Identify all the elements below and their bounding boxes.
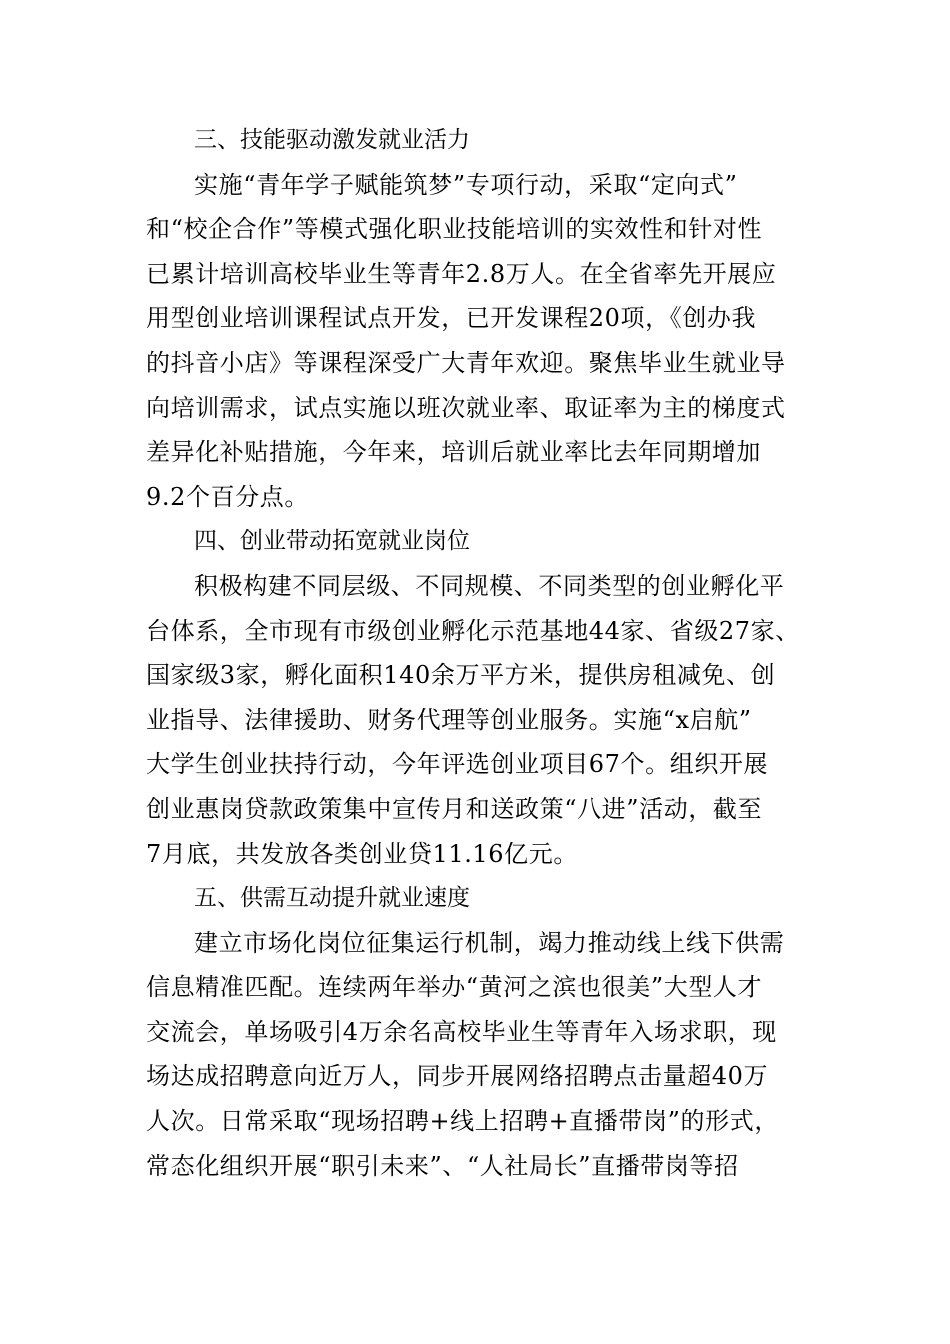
section-heading-supply-demand: 五、供需互动提升就业速度 [194, 885, 470, 912]
paragraph-line: 常态化组织开展“职引未来”、“人社局长”直播带岗等招 [146, 1151, 739, 1180]
paragraph-line: 创业惠岗贷款政策集中宣传月和送政策“八进”活动，截至 [146, 794, 763, 823]
paragraph-line: 用型创业培训课程试点开发，已开发课程20项，《创办我 [146, 304, 757, 333]
paragraph-line: 人次。日常采取“现场招聘+线上招聘+直播带岗”的形式， [146, 1107, 779, 1136]
paragraph-line: 交流会，单场吸引4万余名高校毕业生等青年入场求职，现 [146, 1017, 777, 1046]
paragraph-line: 台体系，全市现有市级创业孵化示范基地44家、省级27家、 [146, 616, 800, 645]
paragraph-line: 已累计培训高校毕业生等青年2.8万人。在全省率先开展应 [146, 259, 777, 288]
paragraph-line: 国家级3家，孵化面积140余万平方米，提供房租减免、创 [146, 661, 776, 690]
paragraph-line: 实施“青年学子赋能筑梦”专项行动，采取“定向式” [194, 170, 738, 199]
paragraph-line: 差异化补贴措施，今年来，培训后就业率比去年同期增加 [146, 438, 761, 467]
paragraph-line: 建立市场化岗位征集运行机制，竭力推动线上线下供需 [194, 928, 785, 957]
paragraph-line: 9.2个百分点。 [146, 482, 309, 511]
paragraph-line: 的抖音小店》等课程深受广大青年欢迎。聚焦毕业生就业导 [146, 348, 786, 377]
paragraph-line: 7月底，共发放各类创业贷11.16亿元。 [146, 839, 578, 868]
paragraph-line: 向培训需求，试点实施以班次就业率、取证率为主的梯度式 [146, 393, 786, 422]
document-body [146, 118, 816, 1188]
paragraph-line: 场达成招聘意向近万人，同步开展网络招聘点击量超40万 [146, 1062, 769, 1091]
section-heading-skills: 三、技能驱动激发就业活力 [194, 127, 470, 153]
paragraph-line: 积极构建不同层级、不同规模、不同类型的创业孵化平 [194, 571, 785, 600]
paragraph-line: 业指导、法律援助、财务代理等创业服务。实施“x启航” [146, 705, 752, 734]
paragraph-line: 大学生创业扶持行动，今年评选创业项目67个。组织开展 [146, 750, 769, 779]
section-heading-entrepreneurship: 四、创业带动拓宽就业岗位 [194, 528, 470, 555]
paragraph-line: 和“校企合作”等模式强化职业技能培训的实效性和针对性 [146, 215, 763, 244]
paragraph-line: 信息精准匹配。连续两年举办“黄河之滨也很美”大型人才 [146, 973, 763, 1002]
